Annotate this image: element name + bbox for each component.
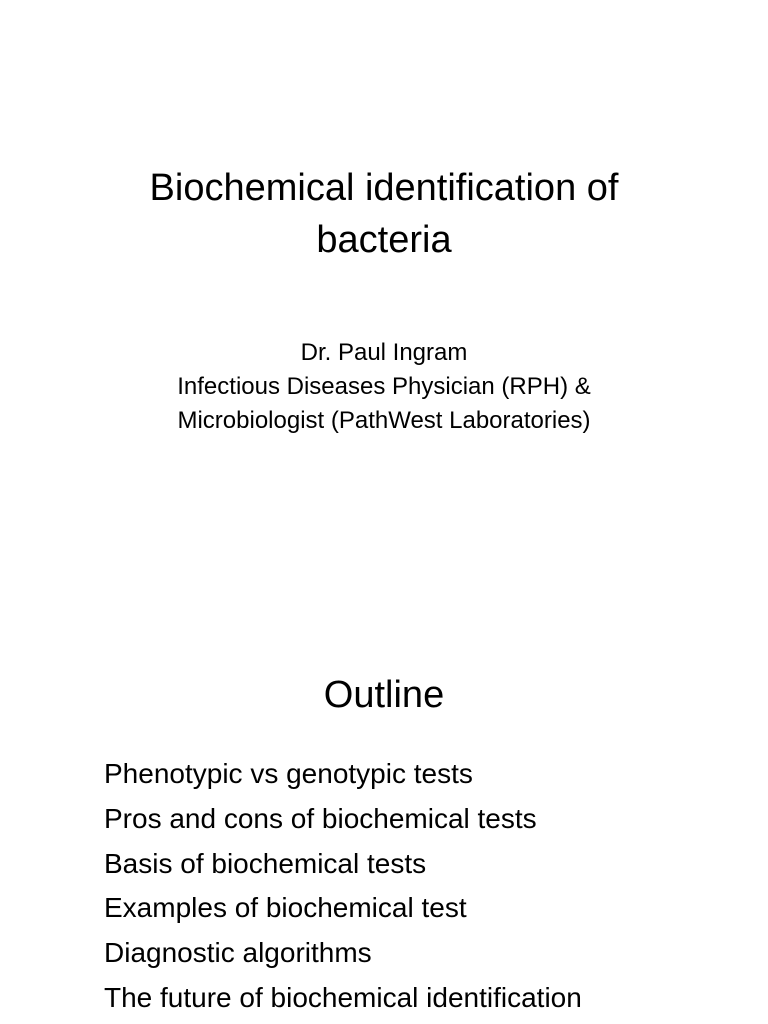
presentation-title	[0, 162, 768, 266]
affiliation-line-2: Microbiologist (PathWest Laboratories)	[177, 407, 591, 434]
title-line-1: Biochemical identification of	[149, 167, 619, 209]
outline-list	[104, 752, 582, 1021]
author-name: Dr. Paul Ingram	[300, 339, 468, 366]
outline-slide	[0, 560, 768, 1024]
affiliation-line-1: Infectious Diseases Physician (RPH) &	[177, 373, 591, 400]
list-item: Phenotypic vs genotypic tests	[104, 758, 473, 789]
title-line-2: bacteria	[316, 219, 452, 261]
outline-title: Outline	[323, 674, 445, 716]
list-item: Basis of biochemical tests	[104, 847, 427, 879]
list-item: Pros and cons of biochemical tests	[104, 802, 537, 834]
list-item: Diagnostic algorithms	[104, 937, 372, 969]
list-item: Examples of biochemical test	[104, 892, 467, 924]
list-item: The future of biochemical identification	[104, 981, 582, 1013]
author-block	[0, 336, 768, 438]
